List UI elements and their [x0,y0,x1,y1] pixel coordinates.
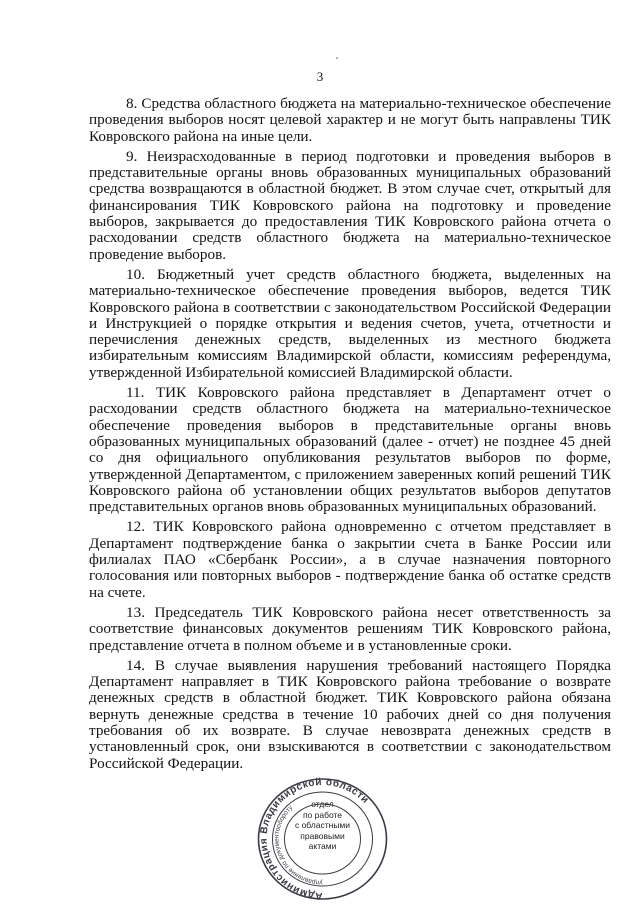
paragraph-11: 11. ТИК Ковровского района представляет в Департамент отчет о расходовании средств областного бюджета на материально-техническое обеспечение проведения выборов в представительные органы вновь образованных муниципальных образований (далее - отчет) не позднее 45 дней со дня официального опубликования результатов выборов по форме, утвержденной Департаментом, с приложением заверенных копий решений ТИК Ковровского района об установлении общих результатов выборов депутатов представительных органов вновь образованных муниципальных образований. [89,384,611,516]
seal-inner-text: управление по документообороту [273,804,323,887]
paragraph-14: 14. В случае выявления нарушения требований настоящего Порядка Департамент направляет в ТИК Ковровского района требование о возврате денежных средств в областной бюджет. ТИК Ковровского района обязана вернуть денежные средства в течение 10 рабочих дней со дня получения требования об их возврате. В случае невозврата денежных средств в установленный срок, они взыскиваются в соответствии с законодательством Российской Федерации. [89,656,611,772]
paragraph-12: 12. ТИК Ковровского района одновременно с отчетом представляет в Департамент подтверждение банка о закрытии счета в Банке России или филиалах ПАО «Сбербанк России», а в случае назначения повторного голосования или повторных выборов - подтверждение банка об остатке средств на счете. [89,518,611,601]
page-number: 3 [316,69,324,84]
paragraph-13: 13. Председатель ТИК Ковровского района несет ответственность за соответствие финансовых документов решениям ТИК Ковровского района, представление отчета в полном объеме и в установленные сроки. [89,603,611,654]
paragraph-10: 10. Бюджетный учет средств областного бюджета, выделенных на материально-техническое обеспечение проведения выборов, ведется ТИК Ковровского района в соответствии с законодательством Российской Федерации и Инструкцией о порядке открытия и ведения счетов, учета, отчетности и перечисления денежных средств, выделенных из местного бюджета избирательным комиссиям Владимирской области, комиссиям референдума, утвержденной Избирательной комиссией Владимирской области. [89,265,611,381]
official-seal [255,777,390,901]
seal-center-text [283,799,362,852]
seal-line: актами [308,841,337,851]
speck-mark [336,57,338,59]
paragraph-9: 9. Неизрасходованные в период подготовки и проведения выборов в представительные органы вновь образованных муниципальных образований средства возвращаются в областной бюджет. В этом случае счет, открытый для финансирования ТИК Ковровского района на подготовку и проведение выборов, закрывается до предоставления ТИК Ковровского района отчета о расходовании средств областного бюджета на материально-техническое проведение выборов. [89,147,611,263]
paragraph-8: 8. Средства областного бюджета на материально-техническое обеспечение проведения выборов носят целевой характер и не могут быть направлены ТИК Ковровского района на иные цели. [89,95,611,145]
document-body [89,96,611,776]
seal-line: правовыми [300,830,345,841]
seal-outer-text: Администрация Владимирской области [258,777,371,901]
seal-line: с областными [294,820,351,830]
seal-line: по работе [302,809,343,820]
seal-line: отдел [311,799,334,809]
